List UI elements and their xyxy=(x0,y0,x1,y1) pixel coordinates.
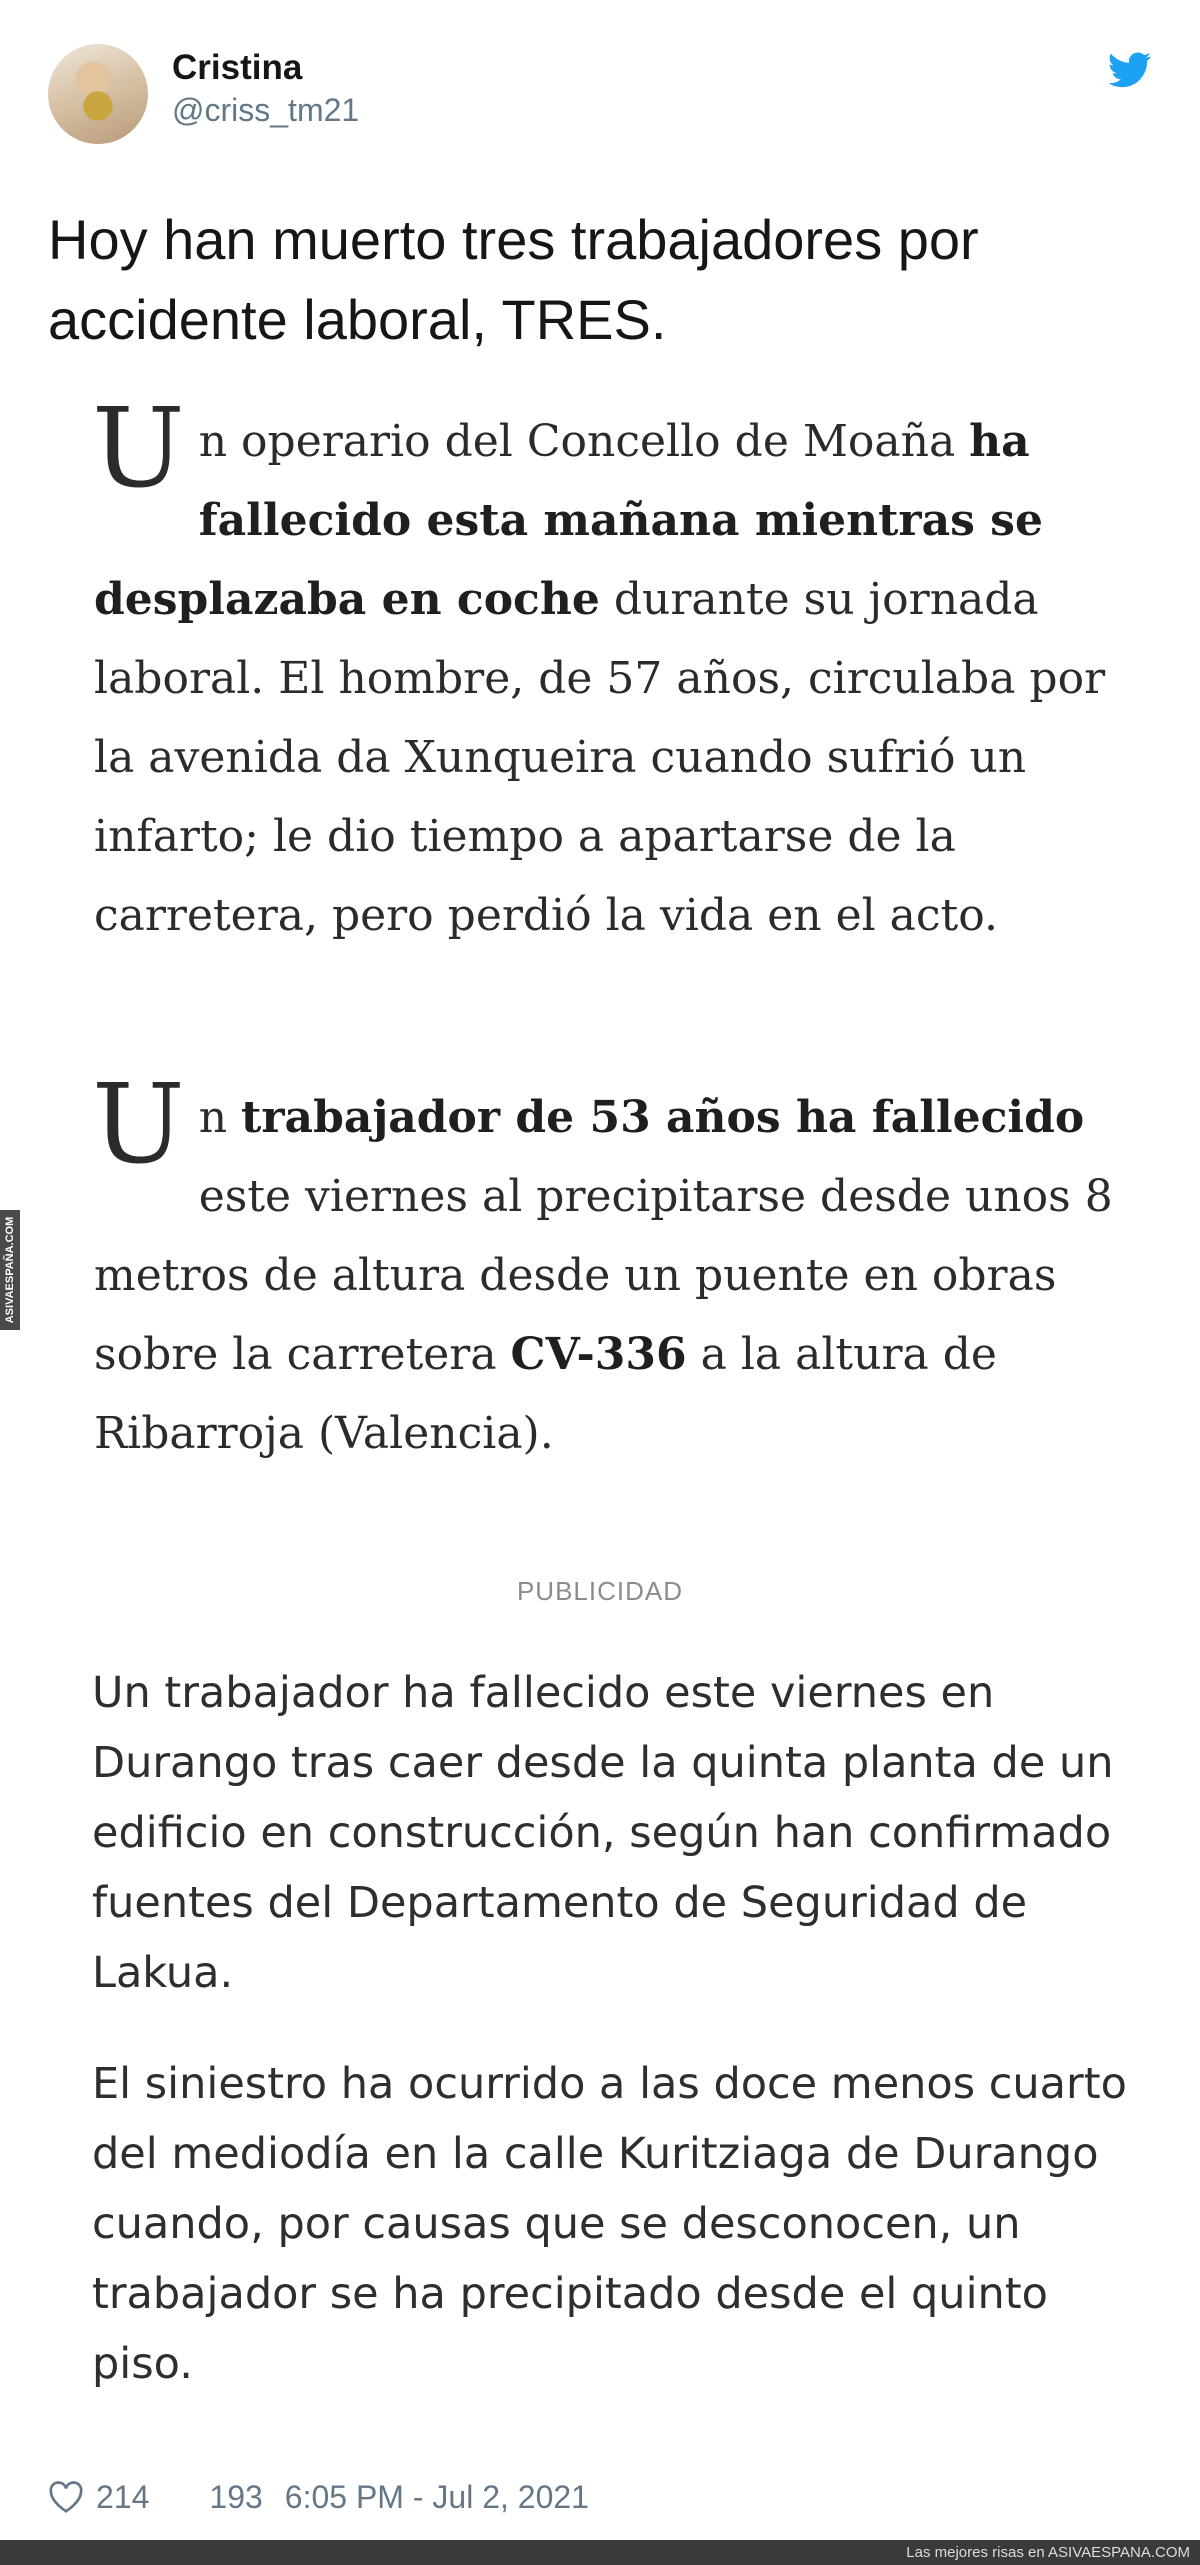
side-watermark xyxy=(0,1210,20,1330)
twitter-bird-icon[interactable] xyxy=(1108,52,1152,88)
bottom-watermark-bar xyxy=(0,2540,1200,2565)
news-clip-durango-detail: El siniestro ha ocurrido a las doce menos cuarto del mediodía en la calle Kuritziaga de Durango cuando, por causas que se desconocen, un trabajador se ha precipitado desde el quinto piso. xyxy=(92,2059,1127,2389)
dropcap: U xyxy=(92,384,185,512)
ad-label: PUBLICIDAD xyxy=(516,1576,684,1606)
tweet-header xyxy=(48,44,1152,154)
dropcap: U xyxy=(92,1060,185,1188)
side-watermark-text: ASIVAESPAÑA.COM xyxy=(4,1216,16,1324)
reply-count[interactable]: 193 xyxy=(209,2478,263,2515)
clip-text: durante su jornada laboral. El hombre, de 57 años, circulaba por la avenida da Xunqueira cuando sufrió un infarto; le dio tiempo a apartarse de la carretera, pero perdió la vida en el acto. xyxy=(94,574,1106,941)
author-handle[interactable]: @criss_tm21 xyxy=(172,92,360,128)
clip-bold-text: trabajador de 53 años ha fallecido xyxy=(241,1092,1085,1143)
tweet-text: Hoy han muerto tres trabajadores por accidente laboral, TRES. xyxy=(48,208,979,351)
timestamp[interactable]: 6:05 PM - Jul 2, 2021 xyxy=(284,2478,589,2515)
clip-bold-text: ha fallecido esta mañana mientras se desplazaba en coche xyxy=(94,416,1043,625)
like-count[interactable]: 214 xyxy=(96,2478,150,2515)
avatar[interactable] xyxy=(48,44,148,144)
author-name[interactable]: Cristina xyxy=(172,48,303,87)
clip-bold-text: CV-336 xyxy=(510,1329,687,1380)
news-clip-durango: Un trabajador ha fallecido este viernes en Durango tras caer desde la quinta planta de un edificio en construcción, según han confirmado fuentes del Departamento de Seguridad de Lakua. xyxy=(92,1668,1114,1998)
clip-text: n xyxy=(198,1092,242,1143)
bottom-watermark-text[interactable]: Las mejores risas en ASIVAESPANA.COM xyxy=(906,2544,1190,2561)
tweet-footer xyxy=(48,2467,589,2527)
news-clip-ribarroja xyxy=(92,1060,1154,1473)
news-clip-moana xyxy=(92,384,1154,955)
heart-icon[interactable] xyxy=(48,2480,84,2514)
clip-text: este viernes al precipitarse desde unos 8 metros de altura desde un puente en obras sobre la carretera xyxy=(94,1171,1113,1380)
clip-text: a la altura de Ribarroja (Valencia). xyxy=(94,1329,997,1459)
clip-text: n operario del Concello de Moaña xyxy=(198,416,970,467)
